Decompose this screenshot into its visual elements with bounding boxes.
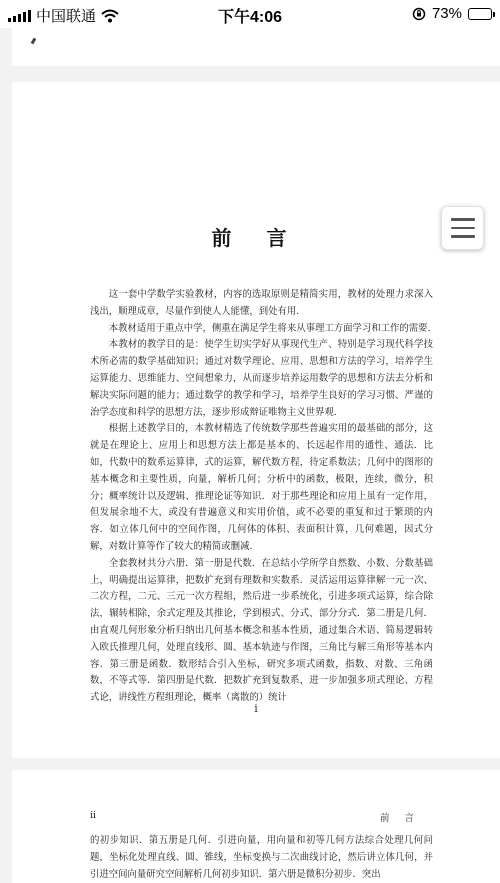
page-title: 前 言 bbox=[211, 226, 301, 250]
next-page-text: 的初步知识．第五册是几何．引进向量，用向量和初等几何方法综合处理几何问题，坐标化处理直线、圆、锥线，坐标变换与二次曲线讨论，然后讲立体几何，并引进空间向量研究空间解析几何初步知识．第六册是微积分初步．突出 bbox=[90, 835, 433, 880]
next-page[interactable] bbox=[12, 770, 500, 883]
body-text bbox=[90, 287, 433, 707]
paragraph: 根据上述教学目的，本教材精选了传统数学那些普遍实用的最基础的部分，这就是在理论上、应用上和思想方法上都是基本的、长远起作用的通性、通法．比如，代数中的数系运算律，式的运算，解代数方程，待定系数法；几何中的图形的基本概念和主要性质，向量，解析几何；分析中的函数，极限，连续，微分，积分；概率统计以及逻辑、推理论证等知识．对于那些理论和应用上虽有一定作用，但发展余地不大，或没有普遍意义和实用价值，或不必要的重复和过于繁琐的内容．如立体几何中的空间作图，几何体的体积、表面积计算，几何难题，因式分解，对数计算等作了较大的精简或删减. bbox=[90, 423, 433, 552]
previous-page-edge bbox=[12, 28, 500, 66]
carrier-label: 中国联通 bbox=[36, 8, 97, 25]
status-time: 下午4:06 bbox=[217, 9, 283, 26]
paragraph: 本教材的教学目的是：使学生切实学好从事现代生产、特别是学习现代科学技术所必需的数学基础知识；通过对数学理论、应用、思想和方法的学习，培养学生运算能力、思维能力、空间想象力，从而逐步培养运用数学的思想和方法去分析和解决实际问题的能力；通过数学的教学和学习，培养学生良好的学习习惯、严谨的治学态度和科学的思想方法，逐步形成辩证唯物主义世界观. bbox=[90, 339, 433, 418]
paragraph: 全套教材共分六册．第一册是代数．在总结小学所学自然数、小数、分数基础上，明确提出运算律，把数扩充到有理数和实数系．灵活运用运算律解一元一次、二次方程，二元、三元一次方程组，然后进一步系统化，引进多项式运算，综合除法，辗转相除，余式定理及其推论，学到根式、分式、部分分式．第二册是几何．由直观几何形象分析归纳出几何基本概念和基本性质，通过集合术语、简易逻辑转入欧氏推理几何，处理直线形、圆、基本轨迹与作图，三角比与解三角形等基本内容．第三册是函数．数形结合引入坐标，研究多项式函数，指数、对数、三角函数，不等式等．第四册是代数．把数扩充到复数系，进一步加强多项式理论、方程式论，讲线性方程组理论，概率（离散的）统计 bbox=[90, 557, 433, 704]
menu-icon bbox=[451, 235, 475, 238]
page-number: i bbox=[254, 702, 258, 715]
status-right bbox=[412, 5, 492, 22]
menu-button[interactable] bbox=[441, 206, 484, 250]
page-mark bbox=[31, 38, 37, 45]
menu-icon bbox=[451, 227, 475, 230]
paragraph: 本教材适用于重点中学，侧重在满足学生将来从事理工方面学习和工作的需要. bbox=[108, 322, 431, 334]
running-title: 前 言 bbox=[379, 813, 420, 824]
status-bar bbox=[0, 0, 500, 28]
menu-icon bbox=[451, 218, 475, 221]
orientation-lock-icon bbox=[412, 7, 426, 21]
document-page[interactable] bbox=[12, 82, 500, 758]
battery-percent: 73% bbox=[431, 5, 462, 22]
running-header bbox=[90, 810, 420, 824]
paragraph: 这一套中学数学实验教材，内容的选取原则是精简实用，教材的处理力求深入浅出，顺理成章，尽量作到使人人能懂，到处有用. bbox=[90, 289, 433, 317]
battery-icon bbox=[468, 8, 492, 20]
running-page-number: ii bbox=[90, 810, 97, 821]
